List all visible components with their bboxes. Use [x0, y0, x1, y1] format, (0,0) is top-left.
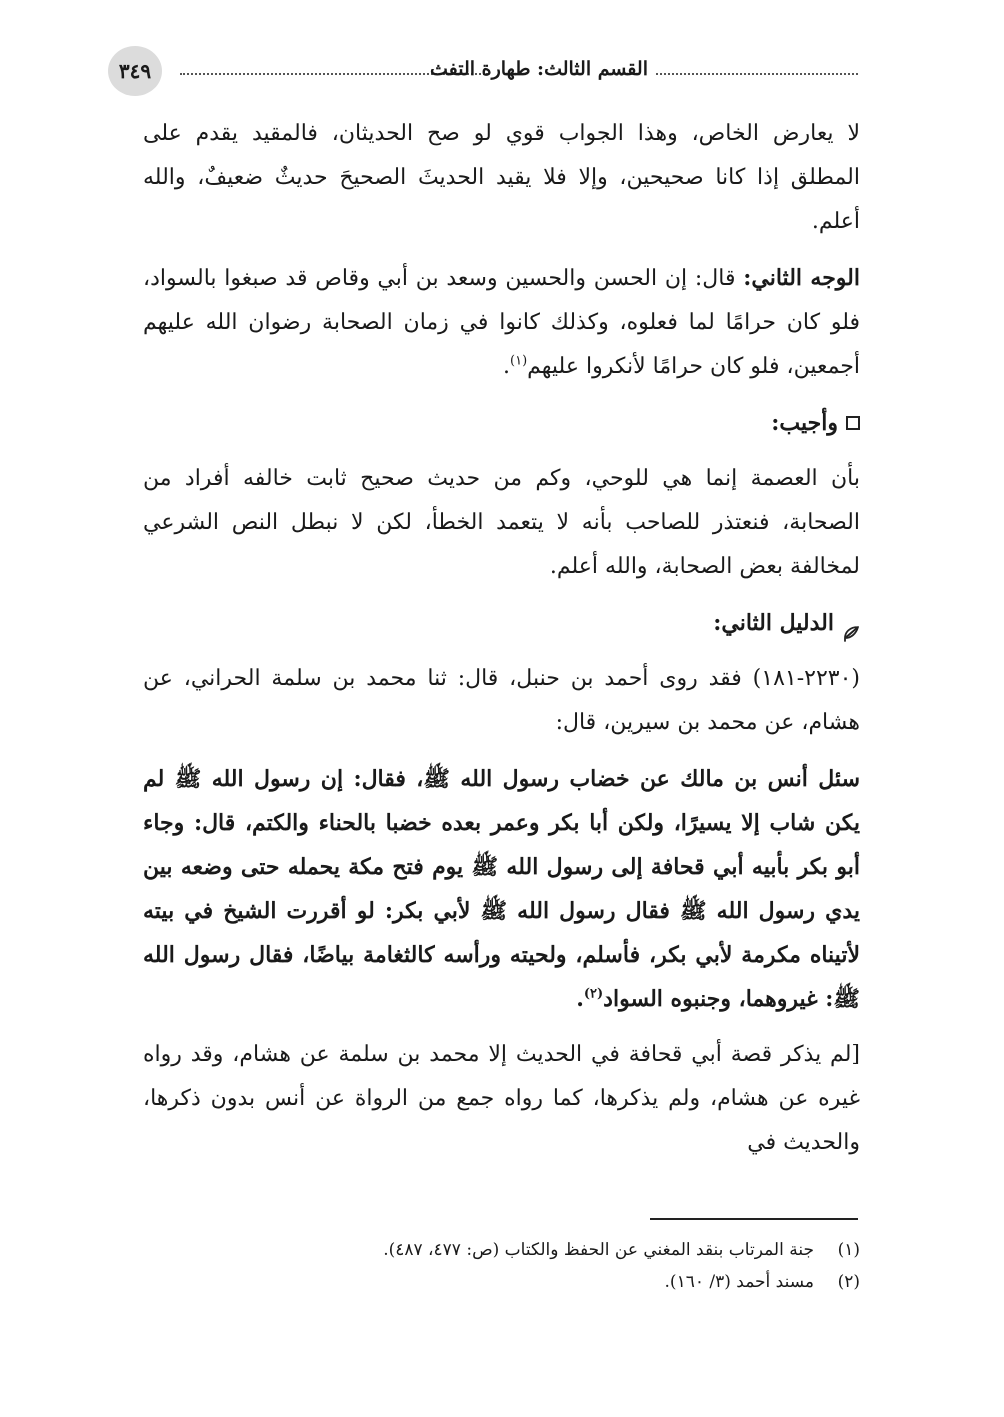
footnote-ref-2[interactable]: (٢) [583, 986, 604, 1002]
paragraph-2-text: قال: إن الحسن والحسين وسعد بن أبي وقاص قد صبغوا بالسواد، فلو كان حرامًا لما فعلوه، وكذلك كانوا في زمان الصحابة رضوان الله عليهم أجمعين، فلو كان حرامًا لأنكروا عليهم [143, 266, 860, 379]
page-number: ٣٤٩ [118, 59, 152, 83]
footnote-1 [143, 1234, 860, 1266]
header-dotted-leader-right [656, 73, 858, 75]
heading-ujib-text: وأجيب: [771, 410, 838, 436]
running-header [108, 46, 858, 96]
heading-daleel [143, 601, 860, 645]
footnote-2-number: (٢) [837, 1272, 860, 1292]
header-title: القسم الثالث: طهارة التفث [429, 58, 648, 80]
heading-daleel-text: الدليل الثاني: [713, 610, 834, 636]
paragraph-1: لا يعارض الخاص، وهذا الجواب قوي لو صح الحديثان، فالمقيد يقدم على المطلق إذا كانا صحيحين، وإلا فلا يقيد الحديثَ الصحيحَ حديثٌ ضعيفٌ، والله أعلم. [143, 121, 861, 234]
paragraph-3: بأن العصمة إنما هي للوحي، وكم من حديث صحيح ثابت خالفه أفراد من الصحابة، فنعتذر للصاحب بأنه لا يتعمد الخطأ، لكن لا نبطل النص الشرعي لمخالفة بعض الصحابة، والله أعلم. [143, 466, 861, 579]
page-body [143, 112, 860, 1175]
page-number-badge [108, 46, 162, 96]
paragraph-6: [لم يذكر قصة أبي قحافة في الحديث إلا محمد بن سلمة عن هشام، وقد رواه غيره عن هشام، ولم يذكرها، كما رواه جمع من الرواة عن أنس بدون ذكرها، والحديث في [143, 1042, 860, 1155]
paragraph-2-end: . [503, 354, 510, 379]
heading-ujib [143, 401, 860, 445]
paragraph-2-lead: الوجه الثاني: [743, 265, 860, 291]
hadith-text: سئل أنس بن مالك عن خضاب رسول الله ﷺ، فقال: إن رسول الله ﷺ لم يكن شاب إلا يسيرًا، ولكن أبا بكر وعمر بعده خضبا بالحناء والكتم، قال: وجاء أبو بكر بأبيه أبي قحافة إلى رسول الله ﷺ يوم فتح مكة يحمله حتى وضعه بين يدي رسول الله ﷺ فقال رسول الله ﷺ لأبي بكر: لو أقررت الشيخ في بيته لأتيناه مكرمة لأبي بكر، فأسلم، ولحيته ورأسه كالثغامة بياضًا، فقال رسول الله ﷺ: غيروهما، وجنبوه السواد [143, 766, 860, 1012]
square-bullet-icon [846, 416, 860, 430]
paragraph-5-hadith [143, 757, 860, 1021]
footnote-2-text: مسند أحمد (٣/ ١٦٠). [664, 1272, 814, 1292]
paragraph-2 [143, 256, 860, 389]
footnote-separator [650, 1218, 858, 1220]
footnote-1-text: جنة المرتاب بنقد المغني عن الحفظ والكتاب (ص: ٤٧٧، ٤٨٧). [383, 1240, 814, 1260]
footnote-ref-1[interactable]: (١) [510, 353, 528, 369]
footnotes [143, 1234, 860, 1298]
footnote-2 [143, 1266, 860, 1298]
paragraph-4-isnad: (٢٢٣٠-١٨١) فقد روى أحمد بن حنبل، قال: ثنا محمد بن سلمة الحراني، عن هشام، عن محمد بن سيرين، قال: [143, 666, 860, 735]
leaf-bullet-icon [842, 614, 860, 632]
leaf-icon-graphic [842, 625, 860, 643]
paragraph-5-end: . [576, 986, 584, 1012]
footnote-1-number: (١) [837, 1240, 860, 1260]
